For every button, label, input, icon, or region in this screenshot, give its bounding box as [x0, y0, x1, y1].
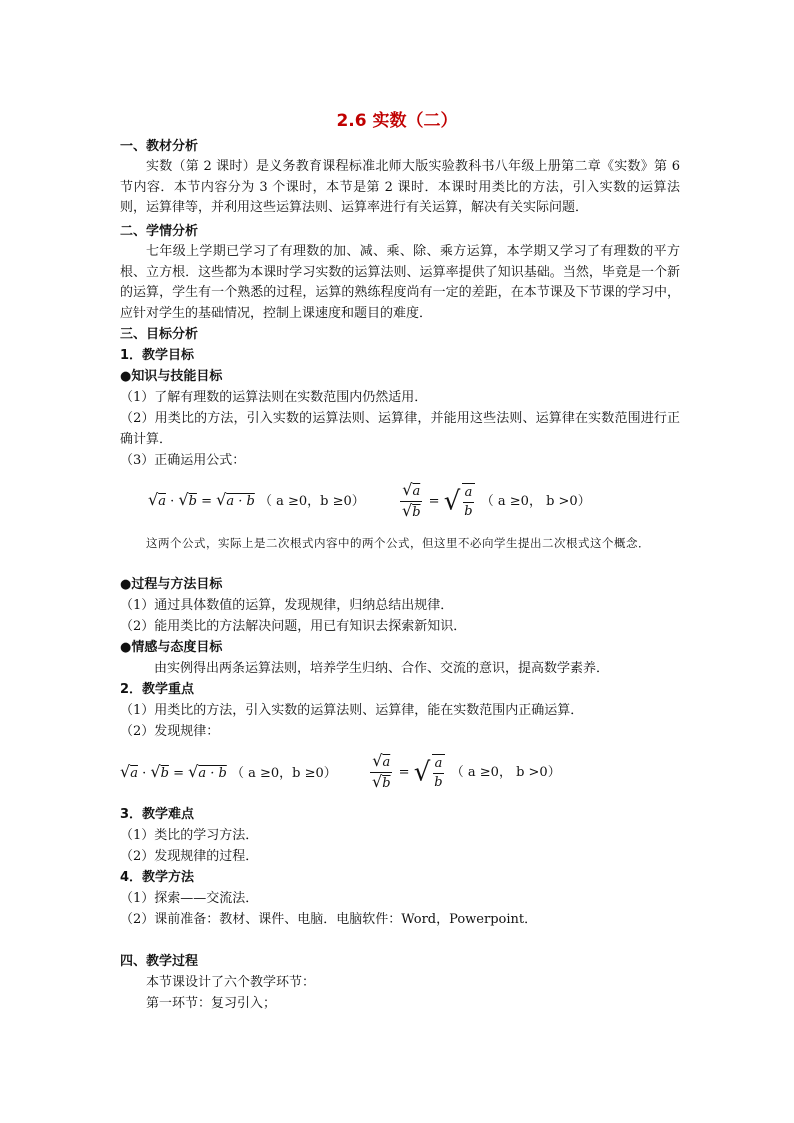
emotion-item: 由实例得出两条运算法则，培养学生归纳、合作、交流的意识，提高数学素养． [154, 661, 610, 676]
section-heading-process: 四、教学过程 [120, 954, 199, 969]
key-item-1: （1）用类比的方法，引入实数的运算法则、运算律，能在实数范围内正确运算． [120, 703, 584, 718]
formula-product-rule: √a · √b = √a · b （ a ≥0，b ≥0） [148, 490, 365, 509]
subheading-process-method: ●过程与方法目标 [120, 577, 223, 592]
subheading-difficulties: 3．教学难点 [120, 807, 195, 822]
section-heading-goals: 三、目标分析 [120, 327, 199, 342]
subheading-methods: 4．教学方法 [120, 870, 195, 885]
student-analysis-paragraph: 七年级上学期已学习了有理数的加、减、乘、除、乘方运算，本学期又学习了有理数的平方根、立方根．这些都为本课时学习实数的运算法则、运算率提供了知识基础。当然，毕竟是一个新的运算，学生有一个熟悉的过程，运算的熟练程度尚有一定的差距，在本节课及下节课的学习中，应针对学生的基础情况，控制上课速度和题目的难度． [120, 244, 680, 321]
goal-item-2: （2）用类比的方法，引入实数的运算法则、运算律，并能用这些法则、运算律在实数范围进行正确计算． [120, 411, 680, 447]
difficulty-item-1: （1）类比的学习方法． [120, 828, 259, 843]
subheading-teaching-goals: 1．教学目标 [120, 348, 195, 363]
section-heading-students: 二、学情分析 [120, 224, 199, 239]
key-item-2: （2）发现规律： [120, 724, 220, 739]
formula-quotient-rule-2: $\frac{√a}{√b}$ = √ $\frac{a}{b}$ （ a ≥0， b >0） [372, 751, 561, 791]
method-item-1: （1）探索——交流法． [120, 891, 259, 906]
process-item-1: （1）通过具体数值的运算，发现规律，归纳总结出规律． [120, 598, 454, 613]
difficulty-item-2: （2）发现规律的过程． [120, 849, 259, 864]
formula-quotient-rule: $\frac{√a}{√b}$ = √ $\frac{a}{b}$ （ a ≥0， b >0） [402, 480, 591, 520]
subheading-key-points: 2．教学重点 [120, 682, 195, 697]
process-intro: 本节课设计了六个教学环节： [146, 975, 316, 990]
formula-note: 这两个公式，实际上是二次根式内容中的两个公式，但这里不必向学生提出二次根式这个概念． [146, 536, 650, 550]
subheading-emotion-attitude: ●情感与态度目标 [120, 640, 223, 655]
textbook-analysis-paragraph: 实数（第 2 课时）是义务教育课程标准北师大版实验教科书八年级上册第二章《实数》第 6 节内容．本节内容分为 3 个课时，本节是第 2 课时．本课时用类比的方法，引入实数的运算法则，运算律等，并利用这些运算法则、运算率进行有关运算，解决有关实际问题． [120, 159, 680, 215]
formula-product-rule-2: √a · √b = √a · b （ a ≥0，b ≥0） [120, 762, 337, 781]
subheading-knowledge-skills: ●知识与技能目标 [120, 369, 223, 384]
process-item-2: （2）能用类比的方法解决问题，用已有知识去探索新知识． [120, 619, 467, 634]
section-heading-textbook: 一、教材分析 [120, 139, 199, 154]
goal-item-3: （3）正确运用公式： [120, 453, 246, 468]
process-step-1: 第一环节：复习引入； [146, 996, 277, 1011]
page-title: 2.6 实数（二） [336, 111, 458, 131]
method-item-2: （2）课前准备：教材、课件、电脑．电脑软件：Word，Powerpoint． [120, 912, 538, 927]
goal-item-1: （1）了解有理数的运算法则在实数范围内仍然适用． [120, 390, 428, 405]
